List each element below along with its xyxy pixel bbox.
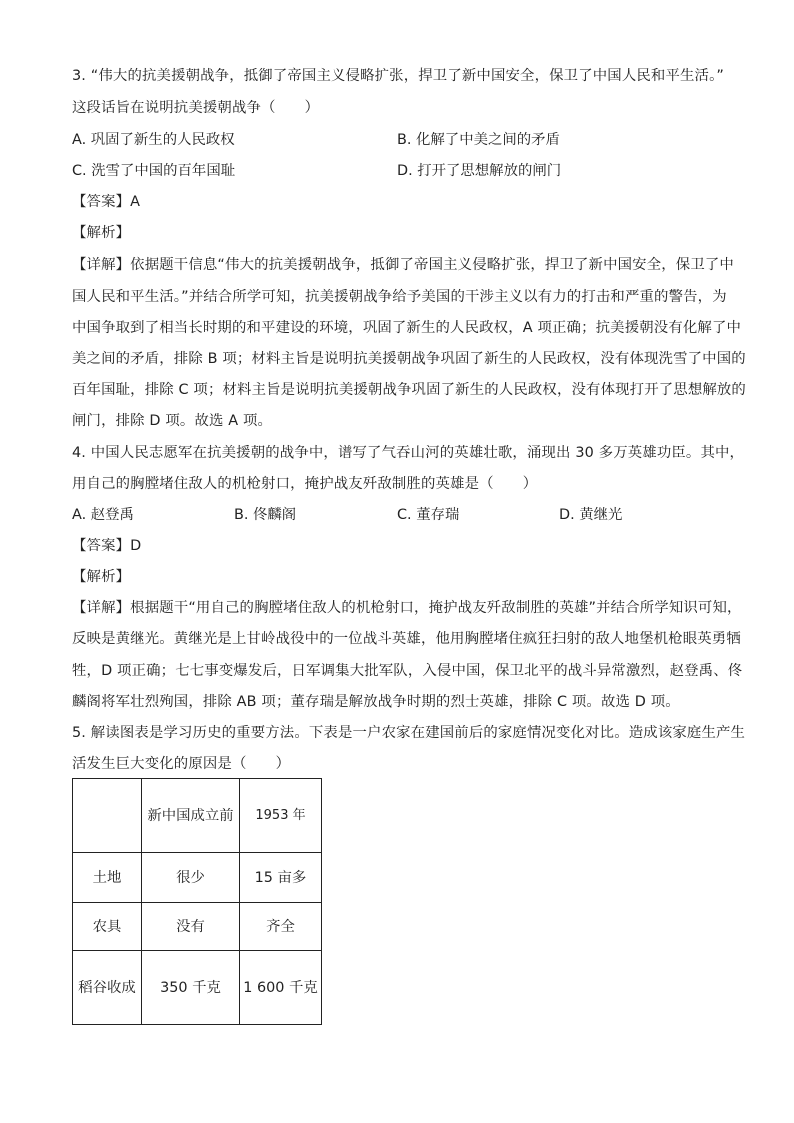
table-cell: 1 600 千克 [240,951,322,1025]
q4-answer: 【答案】D [72,538,142,554]
q3-detail-line-2: 国人民和平生活。”并结合所学可知，抗美援朝战争给予美国的干涉主义以有力的打击和严重的警告，为 [72,289,727,305]
table-cell: 15 亩多 [240,853,322,903]
table-header-cell [73,779,142,853]
q4-detail-line-4: 麟阁将军壮烈殉国，排除 AB 项；董存瑞是解放战争时期的烈士英雄，排除 C 项。故选 D 项。 [72,694,680,710]
table-cell: 土地 [73,853,142,903]
q4-option-d: D. 黄继光 [559,507,623,523]
q3-stem-line-1: 3. “伟大的抗美援朝战争，抵御了帝国主义侵略扩张，捍卫了新中国安全，保卫了中国人民和平生活。” [72,68,725,84]
q3-detail-line-5: 百年国耻，排除 C 项；材料主旨是说明抗美援朝战争巩固了新生的人民政权，没有体现打开了思想解放的 [72,382,746,398]
q3-option-a: A. 巩固了新生的人民政权 [72,132,235,148]
q3-detail-line-4: 美之间的矛盾，排除 B 项；材料主旨是说明抗美援朝战争巩固了新生的人民政权，没有体现洗雪了中国的 [72,351,746,367]
q5-stem-line-2: 活发生巨大变化的原因是（ ） [72,756,291,772]
table-header-row [73,779,322,853]
table-cell: 农具 [73,903,142,951]
q3-answer: 【答案】A [72,194,141,210]
q4-detail-line-2: 反映是黄继光。黄继光是上甘岭战役中的一位战斗英雄，他用胸膛堵住疯狂扫射的敌人地堡机枪眼英勇牺 [72,631,741,647]
q4-detail-line-3: 牲，D 项正确；七七事变爆发后，日军调集大批军队，入侵中国，保卫北平的战斗异常激烈，赵登禹、佟 [72,663,743,679]
q5-stem-line-1: 5. 解读图表是学习历史的重要方法。下表是一户农家在建国前后的家庭情况变化对比。造成该家庭生产生 [72,725,746,741]
table-header-cell: 1953 年 [240,779,322,853]
table-cell: 稻谷收成 [73,951,142,1025]
q4-option-a: A. 赵登禹 [72,507,134,523]
q4-stem-line-2: 用自己的胸膛堵住敌人的机枪射口，掩护战友歼敌制胜的英雄是（ ） [72,476,538,492]
q4-analysis-label: 【解析】 [72,569,131,585]
q3-detail-line-3: 中国争取到了相当长时期的和平建设的环境，巩固了新生的人民政权，A 项正确；抗美援朝没有化解了中 [72,320,742,336]
q3-detail-line-1: 【详解】依据题干信息“伟大的抗美援朝战争，抵御了帝国主义侵略扩张，捍卫了新中国安全，保卫了中 [72,257,734,273]
q3-option-d: D. 打开了思想解放的闸门 [397,163,562,179]
table-cell: 齐全 [240,903,322,951]
table-header-cell: 新中国成立前 [142,779,240,853]
table-row [73,951,322,1025]
comparison-table [72,778,322,1025]
q4-stem-line-1: 4. 中国人民志愿军在抗美援朝的战争中，谱写了气吞山河的英雄壮歌，涌现出 30 多万英雄功臣。其中， [72,445,745,461]
q3-stem-line-2: 这段话旨在说明抗美援朝战争（ ） [72,100,320,116]
q4-detail-line-1: 【详解】根据题干“用自己的胸膛堵住敌人的机枪射口，掩护战友歼敌制胜的英雄”并结合所学知识可知， [72,600,742,616]
table-cell: 很少 [142,853,240,903]
table-cell: 没有 [142,903,240,951]
q4-option-b: B. 佟麟阁 [234,507,297,523]
q3-analysis-label: 【解析】 [72,225,131,241]
q3-option-b: B. 化解了中美之间的矛盾 [397,132,560,148]
table-row [73,853,322,903]
q3-detail-line-6: 闸门，排除 D 项。故选 A 项。 [72,413,273,429]
q3-option-c: C. 洗雪了中国的百年国耻 [72,163,236,179]
q4-option-c: C. 董存瑞 [397,507,460,523]
table-cell: 350 千克 [142,951,240,1025]
table-row [73,903,322,951]
